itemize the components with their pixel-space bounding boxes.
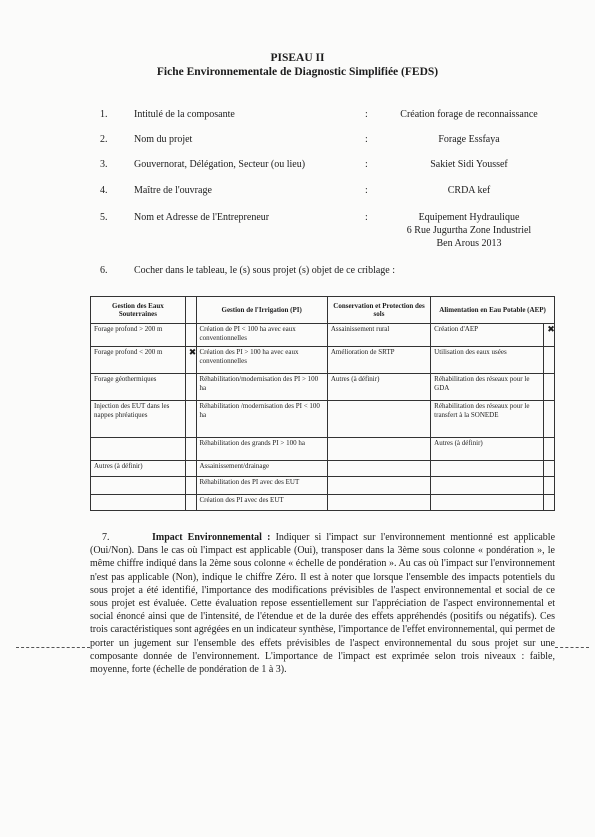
- section-number: 7.: [102, 532, 110, 543]
- document-subtitle: Fiche Environnementale de Diagnostic Simplifiée (FEDS): [156, 66, 439, 78]
- info-label: Intitulé de la composante: [134, 109, 235, 120]
- table-cell: Réhabilitation des grands PI > 100 ha: [196, 438, 327, 461]
- table-cell: Réhabilitation des réseaux pour le transfert à la SONEDE: [431, 401, 544, 438]
- table-cell: Réhabilitation des PI avec des EUT: [196, 477, 327, 495]
- info-label: Gouvernorat, Délégation, Secteur (ou lieu): [134, 159, 306, 170]
- table-row: [91, 401, 555, 438]
- checkbox-cell[interactable]: [185, 324, 196, 347]
- table-header-spacer: [185, 297, 196, 324]
- table-cell: [327, 438, 430, 461]
- info-number: 3.: [100, 159, 108, 170]
- checkbox-cell[interactable]: [185, 461, 196, 477]
- table-cell: Forage géothermiques: [91, 374, 186, 401]
- table-header: Gestion de l'Irrigation (PI): [196, 297, 327, 324]
- question-text: Cocher dans le tableau, le (s) sous projet (s) objet de ce criblage :: [134, 265, 396, 276]
- table-cell: [327, 401, 430, 438]
- section-body: Indiquer si l'impact sur l'environnement mentionné est applicable (Oui/Non). Dans le cas où l'impact est applicable (Oui), transposer dans la 3ème sous colonne « pondération », le même chiffre indiqué dans la 2ème sous colonne « échelle de pondération ». Au cas où l'impact sur l'environnement n'est pas applicable (Non), indique le chiffre Zéro. Il est à noter que lorsque l'ensemble des impacts potentiels du sous projet a été identifié, l'importance des modifications prévisibles de l'aspect environnemental et social de ce sous projet est évaluée. Cette évaluation repose essentiellement sur l'appréciation de l'aspect environnemental et social énoncé ainsi que de l'intensité, de l'étendue et de la durée des effets appréhendés (positifs ou négatifs). Ces trois caractéristiques sont agrégées en un indicateur synthèse, l'importance de l'effet environnemental, qui permet de porter un jugement sur l'ensemble des effets prévisibles de l'aspect environnemental du sous projet sur une composante donnée de l'environnement. L'importance de l'impact est exprimée selon trois niveaux : faible, moyenne, forte (échelle de pondération de 1 à 3).: [90, 532, 556, 676]
- info-label: Nom et Adresse de l'Entrepreneur: [134, 212, 270, 223]
- info-colon: :: [365, 109, 368, 120]
- info-colon: :: [365, 134, 368, 145]
- table-row: [91, 347, 555, 374]
- info-number: 4.: [100, 185, 108, 196]
- table-cell: Réhabilitation des réseaux pour le GDA: [431, 374, 544, 401]
- info-colon: :: [365, 159, 368, 170]
- table-row: [91, 495, 555, 511]
- checkbox-cell[interactable]: [544, 461, 555, 477]
- checkbox-cell[interactable]: [185, 401, 196, 438]
- checkbox-cell[interactable]: [544, 347, 555, 374]
- table-cell: [431, 477, 544, 495]
- checkbox-cell[interactable]: [185, 495, 196, 511]
- table-header: Alimentation en Eau Potable (AEP): [431, 297, 555, 324]
- dashed-line-right: [555, 647, 589, 648]
- info-value-line: Ben Arous 2013: [436, 238, 502, 249]
- section-impact-environnemental: [90, 531, 555, 676]
- table-cell: Création de PI < 100 ha avec eaux conventionnelles: [196, 324, 327, 347]
- table-row: [91, 374, 555, 401]
- table-row: [91, 477, 555, 495]
- info-value: Sakiet Sidi Youssef: [430, 159, 508, 170]
- checkbox-cell[interactable]: [185, 374, 196, 401]
- table-cell: Réhabilitation/modernisation des PI > 100 ha: [196, 374, 327, 401]
- checkbox-cell[interactable]: [544, 495, 555, 511]
- checkbox-cell[interactable]: [544, 438, 555, 461]
- section-title: Impact Environnemental :: [152, 532, 271, 543]
- checkbox-cell[interactable]: ✖: [544, 324, 555, 347]
- info-value: Forage Essfaya: [438, 134, 500, 145]
- table-cell: Autres (à définir): [327, 374, 430, 401]
- table-cell: Forage profond > 200 m: [91, 324, 186, 347]
- table-cell: Forage profond < 200 m: [91, 347, 186, 374]
- table-header: Gestion des Eaux Souterraines: [91, 297, 186, 324]
- table-cell: [327, 495, 430, 511]
- table-cell: Création des PI avec des EUT: [196, 495, 327, 511]
- info-value: CRDA kef: [447, 185, 491, 196]
- table-cell: [431, 495, 544, 511]
- info-value-line: Equipement Hydraulique: [418, 212, 520, 223]
- info-colon: :: [365, 212, 368, 223]
- subproject-checklist-table: [90, 296, 555, 511]
- checkbox-cell[interactable]: [544, 374, 555, 401]
- table-cell: [327, 461, 430, 477]
- checkbox-cell[interactable]: [185, 438, 196, 461]
- table-row: [91, 324, 555, 347]
- info-colon: :: [365, 185, 368, 196]
- table-header: Conservation et Protection des sols: [327, 297, 430, 324]
- info-label: Maître de l'ouvrage: [134, 185, 212, 196]
- info-number: 5.: [100, 212, 108, 223]
- table-cell: Injection des EUT dans les nappes phréatiques: [91, 401, 186, 438]
- table-cell: Amélioration de SRTP: [327, 347, 430, 374]
- table-header-row: [91, 297, 555, 324]
- table-cell: Assainissement/drainage: [196, 461, 327, 477]
- table-cell: Autres (à définir): [431, 438, 544, 461]
- info-number: 1.: [100, 109, 108, 120]
- info-value-line: 6 Rue Jugurtha Zone Industriel: [406, 225, 532, 236]
- dashed-line-left: [16, 647, 90, 648]
- table-cell: Création des PI > 100 ha avec eaux conventionnelles: [196, 347, 327, 374]
- table-cell: [431, 461, 544, 477]
- checkbox-cell[interactable]: [544, 401, 555, 438]
- info-label: Nom du projet: [134, 134, 193, 145]
- checkbox-cell[interactable]: ✖: [185, 347, 196, 374]
- table-cell: [91, 438, 186, 461]
- table-row: [91, 438, 555, 461]
- document-title: PISEAU II: [270, 52, 325, 64]
- table-cell: Création d'AEP: [431, 324, 544, 347]
- question-number: 6.: [100, 265, 108, 276]
- table-cell: [91, 477, 186, 495]
- checkbox-cell[interactable]: [185, 477, 196, 495]
- info-value: Création forage de reconnaissance: [400, 109, 538, 120]
- table-cell: Autres (à définir): [91, 461, 186, 477]
- table-cell: Réhabilitation /modernisation des PI < 100 ha: [196, 401, 327, 438]
- info-number: 2.: [100, 134, 108, 145]
- table-row: [91, 461, 555, 477]
- table-cell: [91, 495, 186, 511]
- table-cell: [327, 477, 430, 495]
- table-cell: Assainissement rural: [327, 324, 430, 347]
- checkbox-cell[interactable]: [544, 477, 555, 495]
- table-cell: Utilisation des eaux usées: [431, 347, 544, 374]
